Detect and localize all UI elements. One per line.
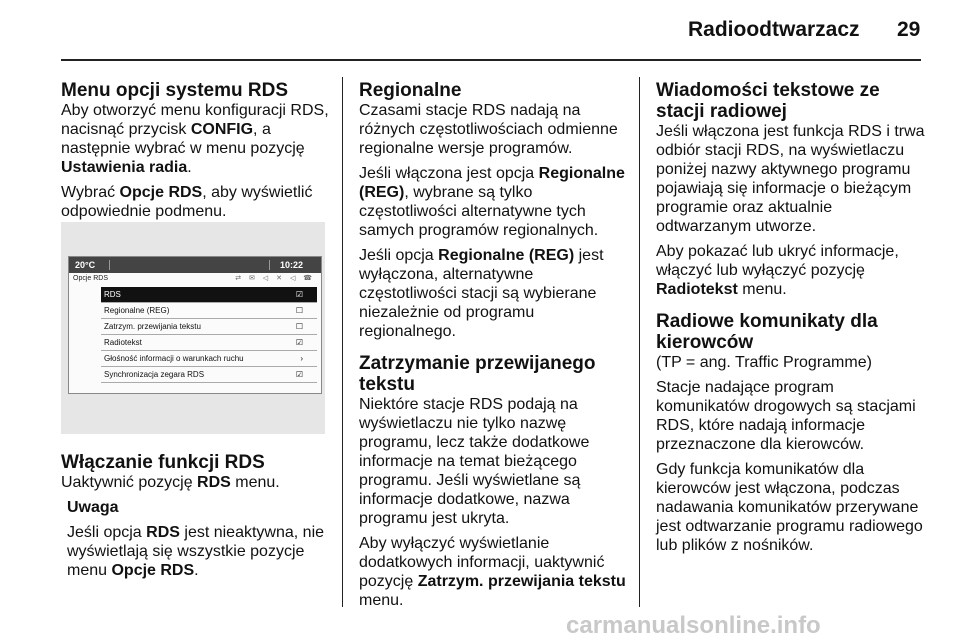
header-title: Radioodtwarzacz: [688, 18, 860, 41]
paragraph: Aby wyłączyć wyświetlanie dodatkowych informacji, uaktywnić pozycję Zatrzym. przewijania tekstu menu.: [359, 535, 626, 609]
column-1: [61, 80, 333, 227]
menu-item-stop-scrolling[interactable]: Zatrzym. przewijania tekstu ☐: [101, 319, 317, 335]
clock-readout: 10:22: [279, 260, 303, 270]
menu-item-clock-sync[interactable]: Synchronizacja zegara RDS ☑: [101, 367, 317, 383]
checkbox-icon: ☑: [295, 370, 303, 379]
checkbox-icon: ☐: [295, 306, 303, 315]
checkbox-icon: ☐: [295, 322, 303, 331]
note-text: Jeśli opcja RDS jest nieaktywna, nie wyświetlają się wszystkie pozycje menu Opcje RDS.: [67, 524, 325, 579]
menu-item-regional[interactable]: Regionalne (REG) ☐: [101, 303, 317, 319]
heading-radio-text: Wiadomości tekstowe ze stacji radiowej: [656, 80, 880, 122]
display-screen: [68, 256, 322, 394]
paragraph: Jeśli opcja Regionalne (REG) jest wyłączona, alternatywne częstotliwości stacji są wybierane niezależnie od programu regionalnego.: [359, 247, 604, 340]
heading-traffic-programme: Radiowe komunikaty dla kierowców: [656, 311, 878, 353]
status-icons: ⇄ ✉ ◁ ✕ ◁ ☎: [235, 275, 315, 282]
paragraph: (TP = ang. Traffic Programme): [656, 354, 872, 371]
column-divider-1: [342, 77, 343, 607]
column-3: [656, 80, 926, 561]
checkbox-icon: ☑: [295, 338, 303, 347]
chevron-right-icon: ›: [300, 354, 303, 363]
menu-title: Opcje RDS: [73, 275, 109, 282]
heading-rds-menu: Menu opcji systemu RDS: [61, 80, 288, 101]
paragraph: Wybrać Opcje RDS, aby wyświetlić odpowiednie podmenu.: [61, 184, 313, 220]
status-separator: [109, 260, 110, 270]
rds-options-menu: [101, 287, 317, 383]
checkbox-icon: ☑: [295, 290, 303, 299]
note-block: [61, 498, 333, 580]
menu-item-radiotext[interactable]: Radiotekst ☑: [101, 335, 317, 351]
column-divider-2: [639, 77, 640, 607]
paragraph: Uaktywnić pozycję RDS menu.: [61, 474, 280, 491]
menu-item-rds[interactable]: RDS ☑: [101, 287, 317, 303]
column-2: [359, 80, 631, 616]
paragraph: Gdy funkcja komunikatów dla kierowców jest włączona, podczas nadawania komunikatów przerywane jest odtwarzanie programu radiowego lub plików z nośników.: [656, 461, 923, 554]
paragraph: Jeśli włączona jest funkcja RDS i trwa odbiór stacji RDS, na wyświetlaczu poniżej nazwy aktywnego programu pojawiają się informacje o bieżącym programie oraz aktualnie odtwarzanym utworze.: [656, 123, 925, 235]
paragraph: Jeśli włączona jest opcja Regionalne (REG), wybrane są tylko częstotliwości alternatywne tych samych programów regionalnych.: [359, 165, 625, 239]
status-bar: [69, 257, 321, 273]
column-1-lower: [61, 452, 333, 586]
page-number: 29: [897, 18, 921, 41]
paragraph: Niektóre stacje RDS podają na wyświetlaczu nie tylko nazwę programu, lecz także dodatkowe informacje na temat bieżącego programu. Jeśli wyświetlane są informacje dodatkowe, nazwa programu jest ukryta.: [359, 396, 590, 527]
paragraph: Czasami stacje RDS nadają na różnych częstotliwościach odmienne regionalne wersje programów.: [359, 102, 618, 157]
heading-enable-rds: Włączanie funkcji RDS: [61, 452, 265, 473]
heading-regional: Regionalne: [359, 80, 462, 101]
status-separator: [269, 260, 270, 270]
menu-item-traffic-volume[interactable]: Głośność informacji o warunkach ruchu ›: [101, 351, 317, 367]
temperature-readout: 20°C: [75, 260, 96, 270]
watermark: carmanualsonline.info: [566, 612, 821, 639]
heading-stop-scrolling: Zatrzymanie przewijanego tekstu: [359, 353, 596, 395]
header-rule: [61, 59, 921, 61]
paragraph: Stacje nadające program komunikatów drogowych są stacjami RDS, które nadają informacje przeznaczone dla kierowców.: [656, 379, 916, 453]
rds-menu-screenshot: [61, 222, 325, 434]
note-title: Uwaga: [67, 499, 119, 516]
paragraph: Aby pokazać lub ukryć informacje, włączyć lub wyłączyć pozycję Radiotekst menu.: [656, 243, 899, 298]
paragraph: Aby otworzyć menu konfiguracji RDS, nacisnąć przycisk CONFIG, a następnie wybrać w menu pozycję Ustawienia radia.: [61, 102, 329, 176]
